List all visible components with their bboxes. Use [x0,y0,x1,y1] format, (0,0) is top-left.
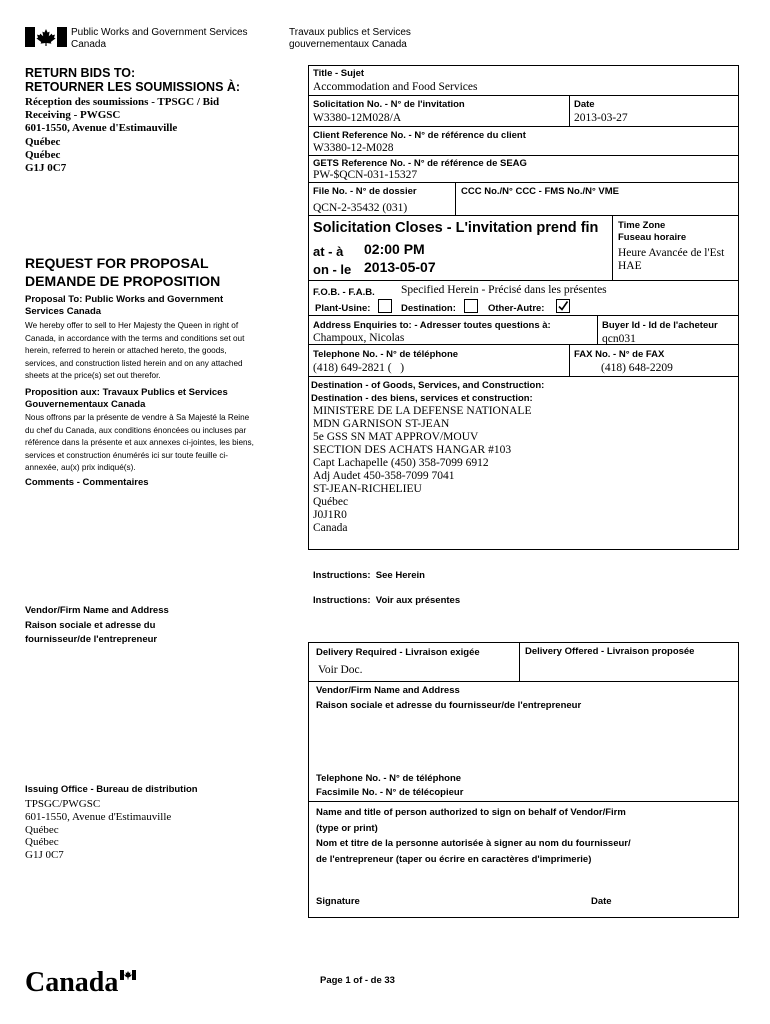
delivery-required-label: Delivery Required - Livraison exigée [316,647,480,658]
address-line: Québec [25,823,59,836]
delivery-offered-label: Delivery Offered - Livraison proposée [525,646,695,657]
fob-value: Specified Herein - Précisé dans les présentes [401,284,607,296]
address-line: G1J 0C7 [25,162,67,175]
fax-label: FAX No. - N° de FAX [574,349,665,360]
vendor-address-label-en: Vendor/Firm Name and Address [316,685,460,696]
file-no-value: QCN-2-35432 (031) [313,202,408,214]
comments-label: Comments - Commentaires [25,477,149,488]
destination-line: MDN GARNISON ST-JEAN [313,418,450,430]
destination-line: SECTION DES ACHATS HANGAR #103 [313,444,512,456]
telephone-value: (418) 649-2821 ( ) [313,362,405,374]
closes-on-label: on - le [313,262,352,277]
wordmark-flag-icon [120,970,136,980]
vendor-address-label-fr: Raison sociale et adresse du fournisseur/de l'entrepreneur [316,700,582,711]
authorized-person-input[interactable] [312,866,732,890]
destination-checkbox[interactable] [464,299,478,313]
destination-address [313,405,531,535]
file-no-label: File No. - N° de dossier [313,186,417,197]
address-line: Québec [25,836,59,849]
signature-date-label: Date [591,896,612,907]
vendor-fax-label: Facsimile No. - N° de télécopieur [316,787,464,798]
dept-name-en-line1: Public Works and Government Services [71,27,248,38]
signature-label: Signature [316,896,360,907]
telephone-label: Telephone No. - N° de téléphone [313,349,459,360]
canada-wordmark-text: Canada [25,967,119,998]
buyer-id-value: qcn031 [602,333,636,345]
address-line: 601-1550, Avenue d'Estimauville [25,122,178,135]
gets-ref-label: GETS Reference No. - N° de référence de SEAG [313,158,527,169]
client-ref-value: W3380-12-M028 [313,142,394,154]
destination-line: ST-JEAN-RICHELIEU [313,483,422,495]
address-line: Québec [25,135,61,148]
timezone-label-en: Time Zone [618,220,666,231]
return-bids-title-en: RETURN BIDS TO: [25,66,136,80]
issuing-office-label: Issuing Office - Bureau de distribution [25,784,198,795]
title-label: Title - Sujet [313,68,365,79]
address-line: 601-1550, Avenue d'Estimauville [25,810,172,823]
client-ref-label: Client Reference No. - N° de référence du client [313,130,526,141]
solicitation-value: W3380-12M028/A [313,112,402,124]
destination-line: MINISTERE DE LA DEFENSE NATIONALE [313,405,532,417]
destination-line: Capt Lachapelle (450) 358-7099 6912 [313,457,489,469]
destination-line: Canada [313,522,348,534]
title-value: Accommodation and Food Services [313,81,478,93]
delivery-required-value: Voir Doc. [318,664,363,676]
solicitation-label: Solicitation No. - N° de l'invitation [313,99,465,110]
address-line: Receiving - PWGSC [25,109,121,122]
address-line: TPSGC/PWGSC [25,798,101,810]
page-number: Page 1 of - de 33 [320,975,395,986]
destination-label-en: Destination - of Goods, Services, and Construction: [311,380,545,391]
proposal-to-text: We hereby offer to sell to Her Majesty the Queen in right of Canada, in accordance with the terms and conditions set out herein, referred to herein or attached hereto, the goods, services, and construction listed herein and on any attached sheets at the price(s) set out therefor. [25,321,245,380]
dept-name-fr-line1: Travaux publics et Services [289,27,411,38]
vendor-label-line3: fournisseur/de l'entrepreneur [25,634,158,645]
authorized-person-label-line2: (type or print) [316,822,378,834]
closes-on-value: 2013-05-07 [364,259,436,275]
destination-line: J0J1R0 [313,509,347,521]
instructions-fr: Instructions: Voir aux présentes [313,595,461,606]
closes-at-value: 02:00 PM [364,241,425,257]
buyer-id-label: Buyer Id - Id de l'acheteur [602,320,718,331]
gets-ref-value: PW-$QCN-031-15327 [313,169,418,181]
canada-flag-icon [25,27,67,47]
closes-at-label: at - à [313,244,344,259]
timezone-label-fr: Fuseau horaire [618,231,687,243]
plant-label: Plant-Usine: [315,303,371,314]
checkmark-icon [557,300,569,312]
dept-name-en-line2: Canada [71,39,107,50]
proposition-heading: Proposition aux: Travaux Publics et Services Gouvernementaux Canada [25,387,228,410]
destination-line: Québec [313,496,349,508]
destination-checkbox-label: Destination: [401,303,456,314]
issuing-office-address [25,798,171,862]
authorized-person-label-line1: Name and title of person authorized to sign on behalf of Vendor/Firm [316,807,626,818]
date-label: Date [574,99,595,110]
canada-wordmark [25,967,118,999]
return-bids-title-fr: RETOURNER LES SOUMISSIONS À: [25,80,241,94]
vendor-telephone-label: Telephone No. - N° de téléphone [316,773,462,784]
timezone-value-line1: Heure Avancée de l'Est [618,247,725,259]
vendor-label-line1: Vendor/Firm Name and Address [25,605,169,616]
timezone-value-line2: HAE [618,260,642,272]
vendor-label-line2: Raison sociale et adresse du [25,619,156,631]
plant-checkbox[interactable] [378,299,392,313]
rfp-title-en: REQUEST FOR PROPOSAL [25,255,209,271]
vendor-address-input[interactable] [312,714,732,766]
enquiries-value: Champoux, Nicolas [313,332,405,344]
enquiries-label: Address Enquiries to: - Adresser toutes questions à: [313,320,551,331]
destination-line: Adj Audet 450-358-7099 7041 [313,470,455,482]
authorized-person-label-line3: Nom et titre de la personne autorisée à signer au nom du fournisseur/ [316,838,631,849]
address-line: G1J 0C7 [25,849,64,862]
authorized-person-label-line4: de l'entrepreneur (taper ou écrire en caractères d'imprimerie) [316,853,592,865]
instructions-en: Instructions: See Herein [313,570,425,581]
address-line: Québec [25,148,61,161]
destination-label-fr: Destination - des biens, services et construction: [311,393,533,404]
destination-line: 5e GSS SN MAT APPROV/MOUV [313,431,479,443]
fob-label: F.O.B. - F.A.B. [313,287,375,298]
ccc-no-label: CCC No./N° CCC - FMS No./N° VME [461,186,620,197]
proposal-to-heading: Proposal To: Public Works and Government Services Canada [25,294,224,317]
date-value: 2013-03-27 [574,112,628,124]
other-label: Other-Autre: [488,303,545,314]
rfp-title-fr: DEMANDE DE PROPOSITION [25,273,221,289]
return-bids-address [25,96,219,175]
solicitation-closes-title: Solicitation Closes - L'invitation prend fin [313,220,599,236]
address-line: Réception des soumissions - TPSGC / Bid [25,96,220,108]
fax-value: (418) 648-2209 [601,362,673,374]
other-checkbox[interactable] [556,299,570,313]
proposition-text: Nous offrons par la présente de vendre à Sa Majesté la Reine du chef du Canada, aux conditions énoncées ou incluses par référence dans la présente et aux annexes ci-jointes, les biens, services et construction énumérés ici sur toute feuille ci-annexée, au(x) prix indiqué(s). [25,413,254,472]
dept-name-fr-line2: gouvernementaux Canada [289,39,407,50]
